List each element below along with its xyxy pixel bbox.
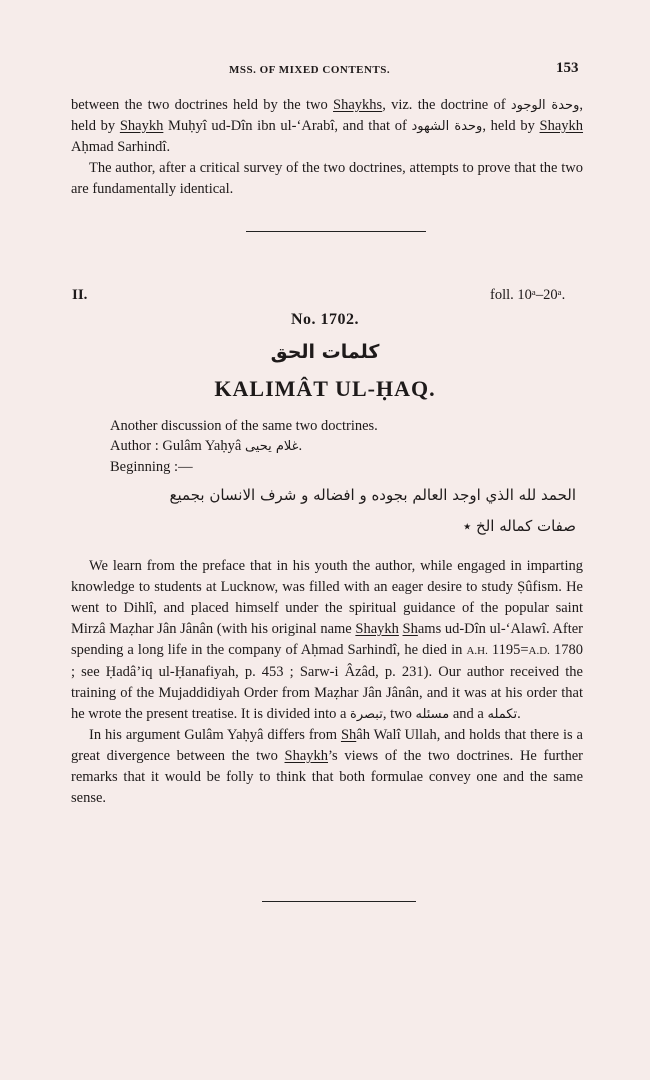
- intro-paragraph-2: The author, after a critical survey of the two doctrines, attempts to prove that the two are fundamentally identical.: [71, 160, 583, 197]
- text-run: Shaykh: [284, 748, 329, 764]
- text-run: .: [517, 706, 521, 722]
- section-divider: [246, 231, 426, 232]
- text-run: .: [298, 438, 303, 454]
- text-run: We learn from the preface that in his youth the author, while engaged in imparting knowledge to students at Lucknow, was filled with an eager desire to study Ṣûfism. He went to Dihlî, and placed himself under the spiritual guidance of the popular saint Mirzâ Maẓhar Jân Jânân (with his original name: [71, 558, 583, 637]
- arabic-term: وحدة الشهود: [411, 119, 483, 134]
- incipit-line-1: الحمد لله الذي اوجد العالم بجوده و افضاله و شرف الانسان بجميع: [169, 486, 576, 504]
- author-label: Author :: [110, 438, 163, 454]
- text-run: Shaykhs: [333, 97, 383, 113]
- body-text: [71, 556, 583, 809]
- text-run: Muḥyî ud-Dîn ibn ul-‘Arabî, and that of: [163, 118, 412, 134]
- body-paragraph-1: [71, 556, 583, 725]
- description-line: Another discussion of the same two doctrines.: [110, 418, 378, 434]
- page-number: 153: [556, 60, 579, 76]
- text-run: 1780 ; see Ḥadâ’iq ul-Ḥanafiyah, p. 453 ; Sarw-i Âzâd, p. 231). Our author received the training of the Mujaddidiyah Order from Maẓhar Jân Jânân, and it was at his order that he wrote the present treatise. It is divided into a: [71, 642, 583, 722]
- intro-text: [71, 95, 583, 200]
- author-line: [110, 436, 560, 457]
- era-abbreviation: A.D.: [528, 645, 550, 657]
- text-run: , two: [382, 706, 416, 722]
- folio-range: foll. 10ᵃ–20ᵃ.: [490, 287, 566, 303]
- section-numeral: II.: [72, 287, 88, 303]
- text-run: , held by: [71, 97, 583, 134]
- manuscript-number: No. 1702.: [290, 311, 360, 328]
- body-paragraph-2: [71, 725, 583, 809]
- text-run: Shaykh: [539, 118, 584, 134]
- era-abbreviation: A.H.: [466, 645, 488, 657]
- text-run: Shaykh: [119, 118, 164, 134]
- text-run: Aḥmad Sarhindî.: [71, 139, 171, 155]
- arabic-term: تبصرة: [350, 707, 383, 722]
- beginning-label: Beginning :—: [110, 459, 193, 475]
- text-run: ams ud-Dîn ul-‘Alawî. After spending a long life in the company of Aḥmad Sarhindî, he died in: [71, 621, 583, 658]
- manuscript-metadata: [110, 416, 560, 477]
- running-head: MSS. OF MIXED CONTENTS.: [229, 64, 391, 76]
- incipit-line-2: صفات كماله الخ ٭: [463, 517, 576, 535]
- text-run: Sh: [402, 621, 418, 637]
- text-run: Shaykh: [355, 621, 399, 637]
- author-name-arabic: غلام يحيى: [244, 439, 299, 454]
- title-transliteration: KALIMÂT UL-ḤAQ.: [214, 376, 436, 401]
- text-run: 1195=: [487, 642, 529, 658]
- text-run: Sh: [340, 727, 357, 743]
- text-run: , viz. the doctrine of: [382, 97, 511, 113]
- title-arabic: كلمات الحق: [270, 341, 380, 363]
- page-header: [0, 60, 650, 80]
- arabic-term: مسئله: [415, 707, 450, 722]
- end-divider: [262, 901, 416, 902]
- arabic-term: وحدة الوجود: [510, 98, 580, 113]
- text-run: In his argument Gulâm Yaḥyâ differs from: [89, 727, 341, 743]
- text-run: and a: [449, 706, 488, 722]
- author-name: Gulâm Yaḥyâ: [162, 438, 245, 454]
- arabic-term: تكمله: [487, 707, 518, 722]
- text-run: ’s views of the two doctrines. He further remarks that it would be folly to think that both formulae convey one and the same sense.: [71, 748, 583, 806]
- text-run: , held by: [482, 118, 540, 134]
- text-run: âh Walî Ullah, and holds that there is a great divergence between the two: [71, 727, 583, 764]
- intro-paragraph-1: [71, 95, 583, 158]
- text-run: between the two doctrines held by the two: [71, 97, 334, 113]
